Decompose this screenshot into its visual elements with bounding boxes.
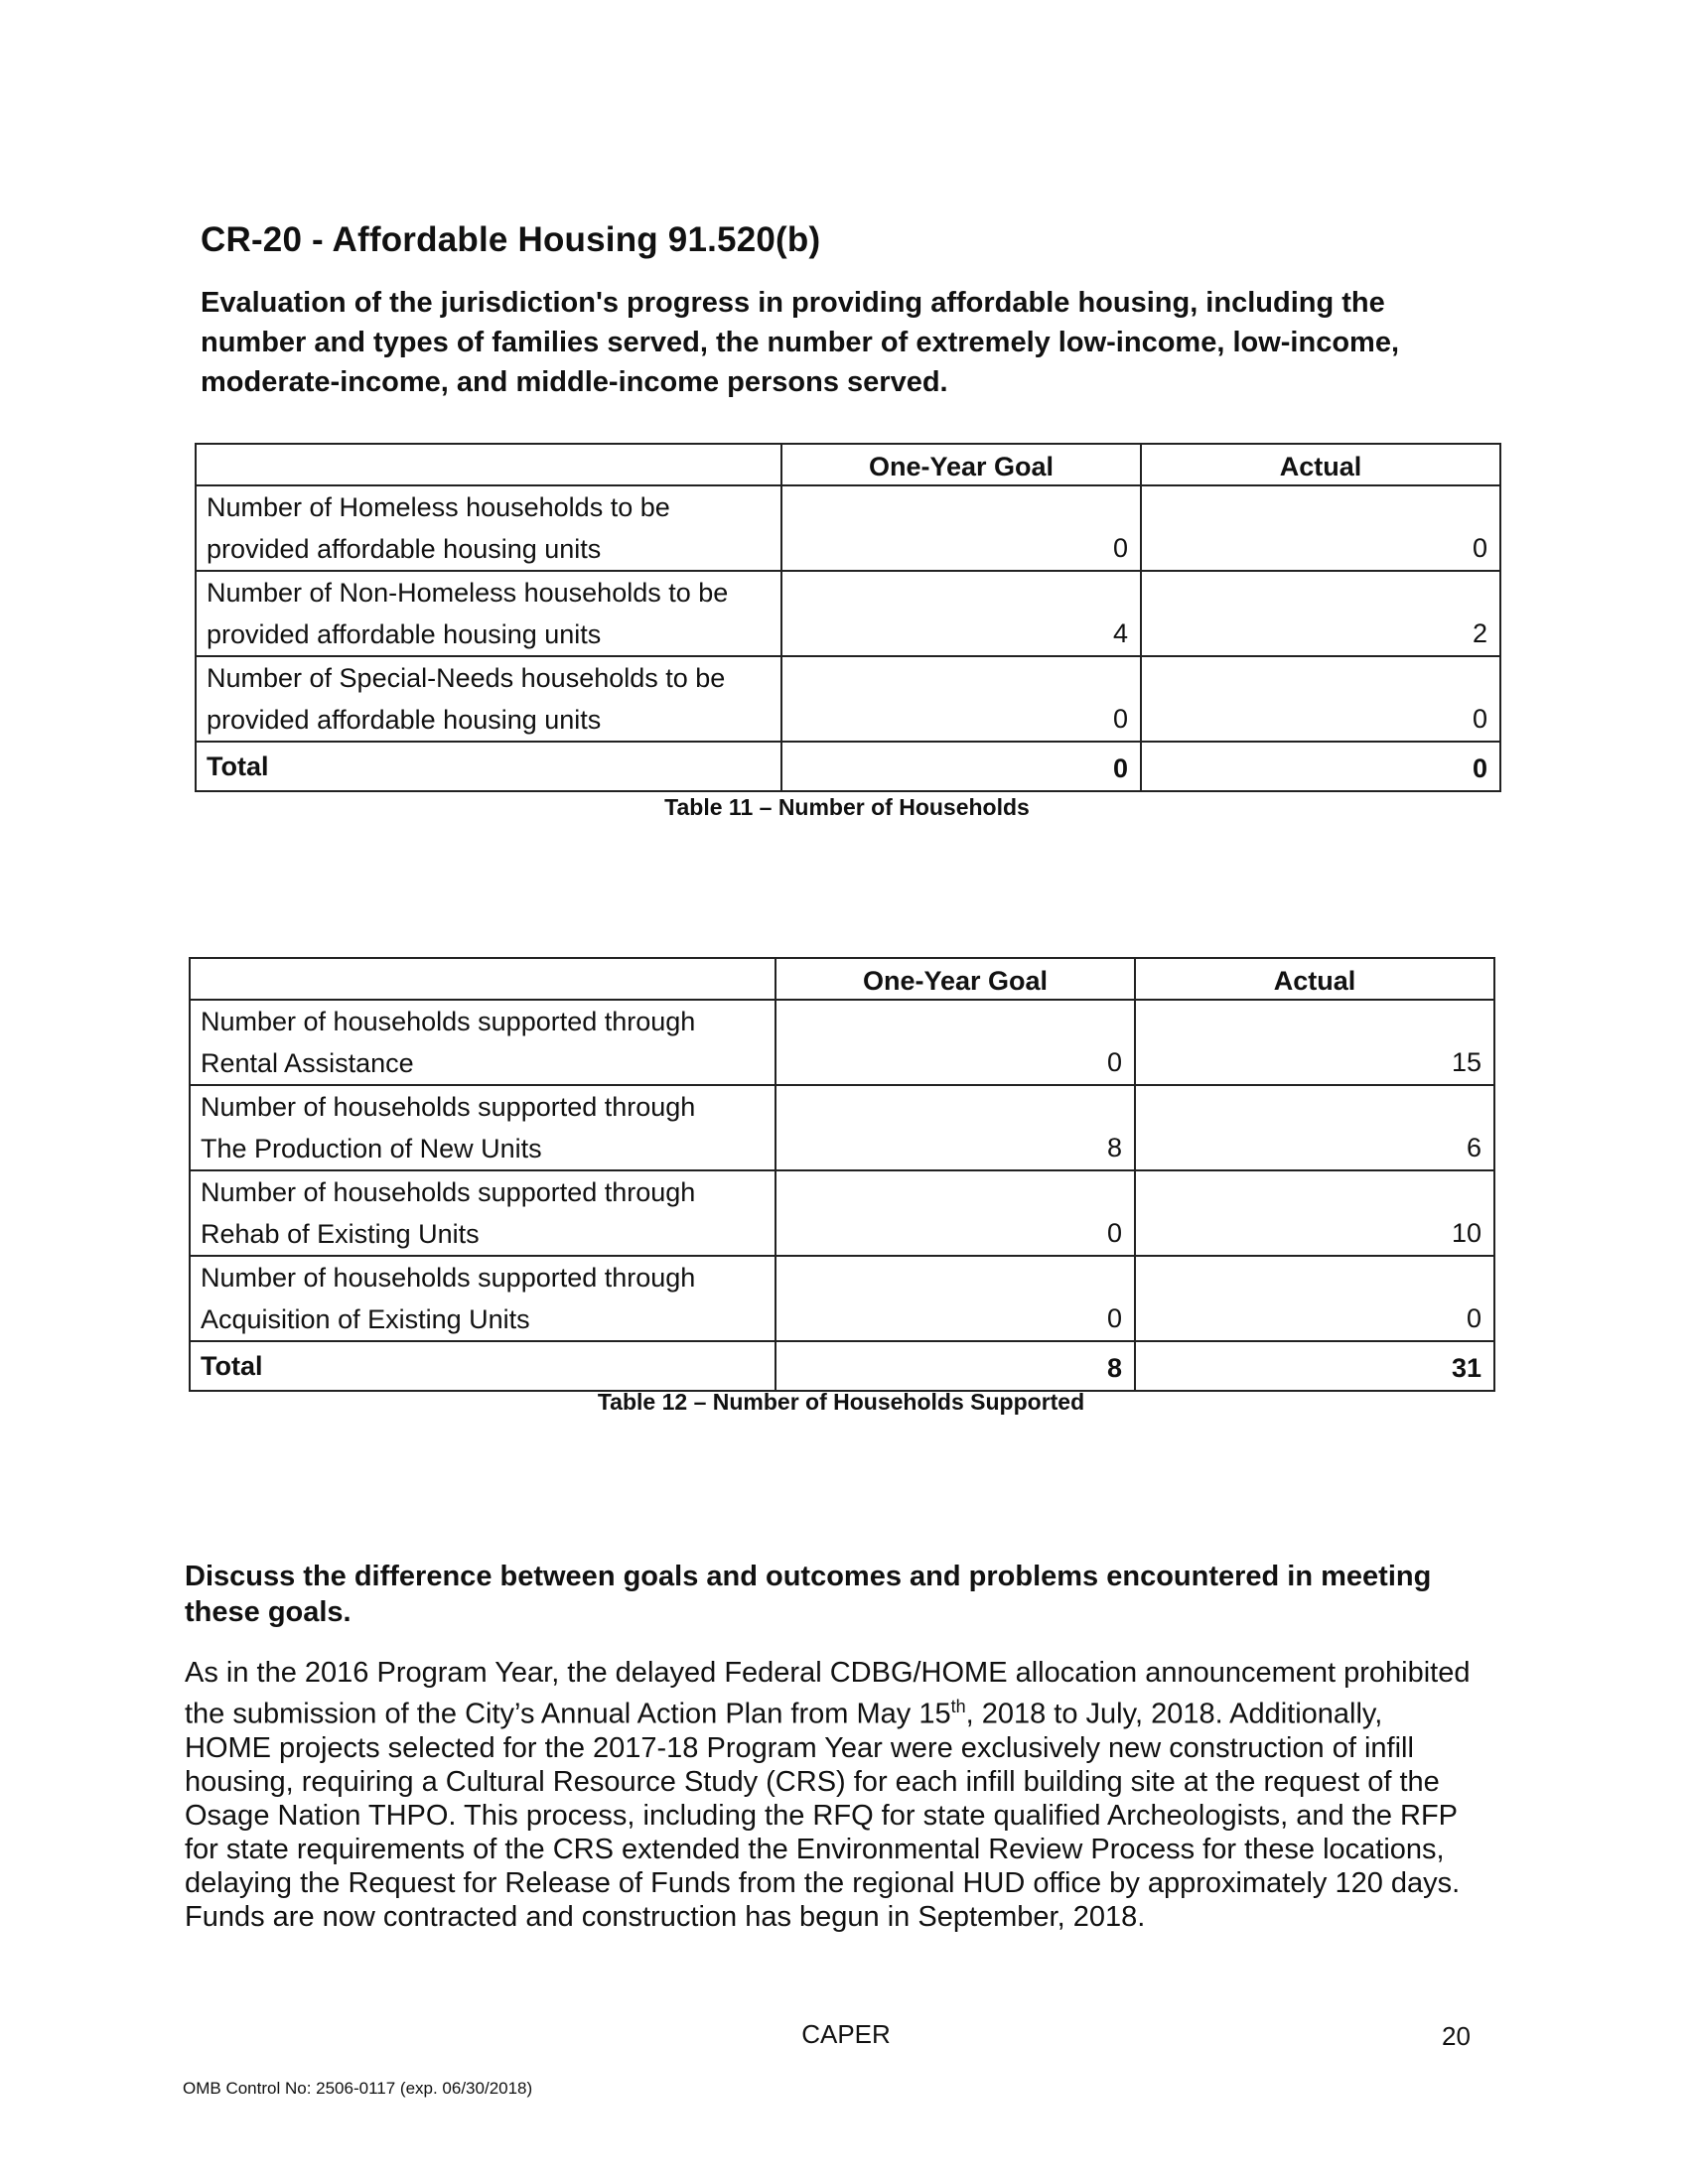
row-label-line2: provided affordable housing units xyxy=(207,619,602,649)
row-label xyxy=(190,1256,776,1341)
header-actual: Actual xyxy=(1135,958,1494,1000)
total-label: Total xyxy=(190,1341,776,1391)
discussion-heading: Discuss the difference between goals and outcomes and problems encountered in meeting these goals. xyxy=(185,1561,1432,1628)
row-label xyxy=(190,1085,776,1170)
table-row xyxy=(190,1170,1494,1256)
goal-value: 0 xyxy=(776,1170,1135,1256)
goal-value: 0 xyxy=(776,1256,1135,1341)
row-label-line1: Number of households supported through xyxy=(201,1092,696,1122)
table-row xyxy=(190,1085,1494,1170)
goal-value: 8 xyxy=(776,1085,1135,1170)
table-12-caption: Table 12 – Number of Households Supported xyxy=(597,1389,1085,1415)
total-actual: 31 xyxy=(1135,1341,1494,1391)
table-row xyxy=(190,1256,1494,1341)
row-label-line1: Number of Special-Needs households to be xyxy=(207,663,726,693)
households-supported-table xyxy=(189,957,1495,1392)
row-label-line1: Number of Non-Homeless households to be xyxy=(207,578,729,608)
row-label xyxy=(196,656,781,742)
table-row xyxy=(190,1000,1494,1085)
discussion-body-part1: As in the 2016 Program Year, the delayed Federal CDBG/HOME allocation announcement prohibited the submission of the City’s Annual Action Plan from May 15 xyxy=(185,1657,1471,1730)
households-table xyxy=(195,443,1501,792)
discussion-body-sup: th xyxy=(950,1697,966,1716)
row-label-line2: The Production of New Units xyxy=(201,1134,542,1163)
table-row xyxy=(196,485,1500,571)
actual-value: 2 xyxy=(1141,571,1500,656)
total-label: Total xyxy=(196,742,781,791)
goal-value: 0 xyxy=(781,656,1141,742)
omb-control-number: OMB Control No: 2506-0117 (exp. 06/30/2018) xyxy=(183,2079,533,2098)
section-question: Evaluation of the jurisdiction's progress in providing affordable housing, including the number and types of families served, the number of extremely low-income, low-income, moderate-income, and middle-income persons served. xyxy=(201,287,1400,398)
total-row xyxy=(196,742,1500,791)
discussion-body-part2: , 2018 to July, 2018. Additionally, HOME projects selected for the 2017-18 Program Year were exclusively new construction of infill housing, requiring a Cultural Resource Study (CRS) for each infill building site at the request of the Osage Nation THPO. This process, including the RFQ for state qualified Archeologists, and the RFP for state requirements of the CRS extended the Environmental Review Process for these locations, delaying the Request for Release of Funds from the regional HUD office by approximately 120 days. Funds are now contracted and construction has begun in September, 2018. xyxy=(185,1698,1461,1933)
actual-value: 0 xyxy=(1141,485,1500,571)
row-label-line2: provided affordable housing units xyxy=(207,705,602,735)
total-actual: 0 xyxy=(1141,742,1500,791)
discussion-body xyxy=(185,1656,1476,1934)
footer-caper: CAPER xyxy=(801,2019,891,2049)
row-label-line2: Rehab of Existing Units xyxy=(201,1219,480,1249)
row-label xyxy=(190,1000,776,1085)
total-row xyxy=(190,1341,1494,1391)
header-blank xyxy=(190,958,776,1000)
actual-value: 0 xyxy=(1141,656,1500,742)
row-label xyxy=(196,485,781,571)
row-label-line2: Rental Assistance xyxy=(201,1048,414,1078)
row-label xyxy=(196,571,781,656)
row-label-line1: Number of Homeless households to be xyxy=(207,492,670,522)
total-goal: 0 xyxy=(781,742,1141,791)
header-one-year-goal: One-Year Goal xyxy=(776,958,1135,1000)
actual-value: 15 xyxy=(1135,1000,1494,1085)
row-label-line2: provided affordable housing units xyxy=(207,534,602,564)
header-blank xyxy=(196,444,781,485)
row-label xyxy=(190,1170,776,1256)
total-goal: 8 xyxy=(776,1341,1135,1391)
row-label-line2: Acquisition of Existing Units xyxy=(201,1304,530,1334)
table-row xyxy=(196,656,1500,742)
row-label-line1: Number of households supported through xyxy=(201,1007,696,1036)
actual-value: 6 xyxy=(1135,1085,1494,1170)
header-one-year-goal: One-Year Goal xyxy=(781,444,1141,485)
row-label-line1: Number of households supported through xyxy=(201,1263,696,1293)
actual-value: 0 xyxy=(1135,1256,1494,1341)
table-11-caption: Table 11 – Number of Households xyxy=(664,794,1030,820)
goal-value: 0 xyxy=(776,1000,1135,1085)
row-label-line1: Number of households supported through xyxy=(201,1177,696,1207)
header-actual: Actual xyxy=(1141,444,1500,485)
section-title: CR-20 - Affordable Housing 91.520(b) xyxy=(201,220,821,259)
goal-value: 0 xyxy=(781,485,1141,571)
actual-value: 10 xyxy=(1135,1170,1494,1256)
page-number: 20 xyxy=(1442,2021,1471,2051)
table-header-row xyxy=(196,444,1500,485)
table-header-row xyxy=(190,958,1494,1000)
table-row xyxy=(196,571,1500,656)
goal-value: 4 xyxy=(781,571,1141,656)
